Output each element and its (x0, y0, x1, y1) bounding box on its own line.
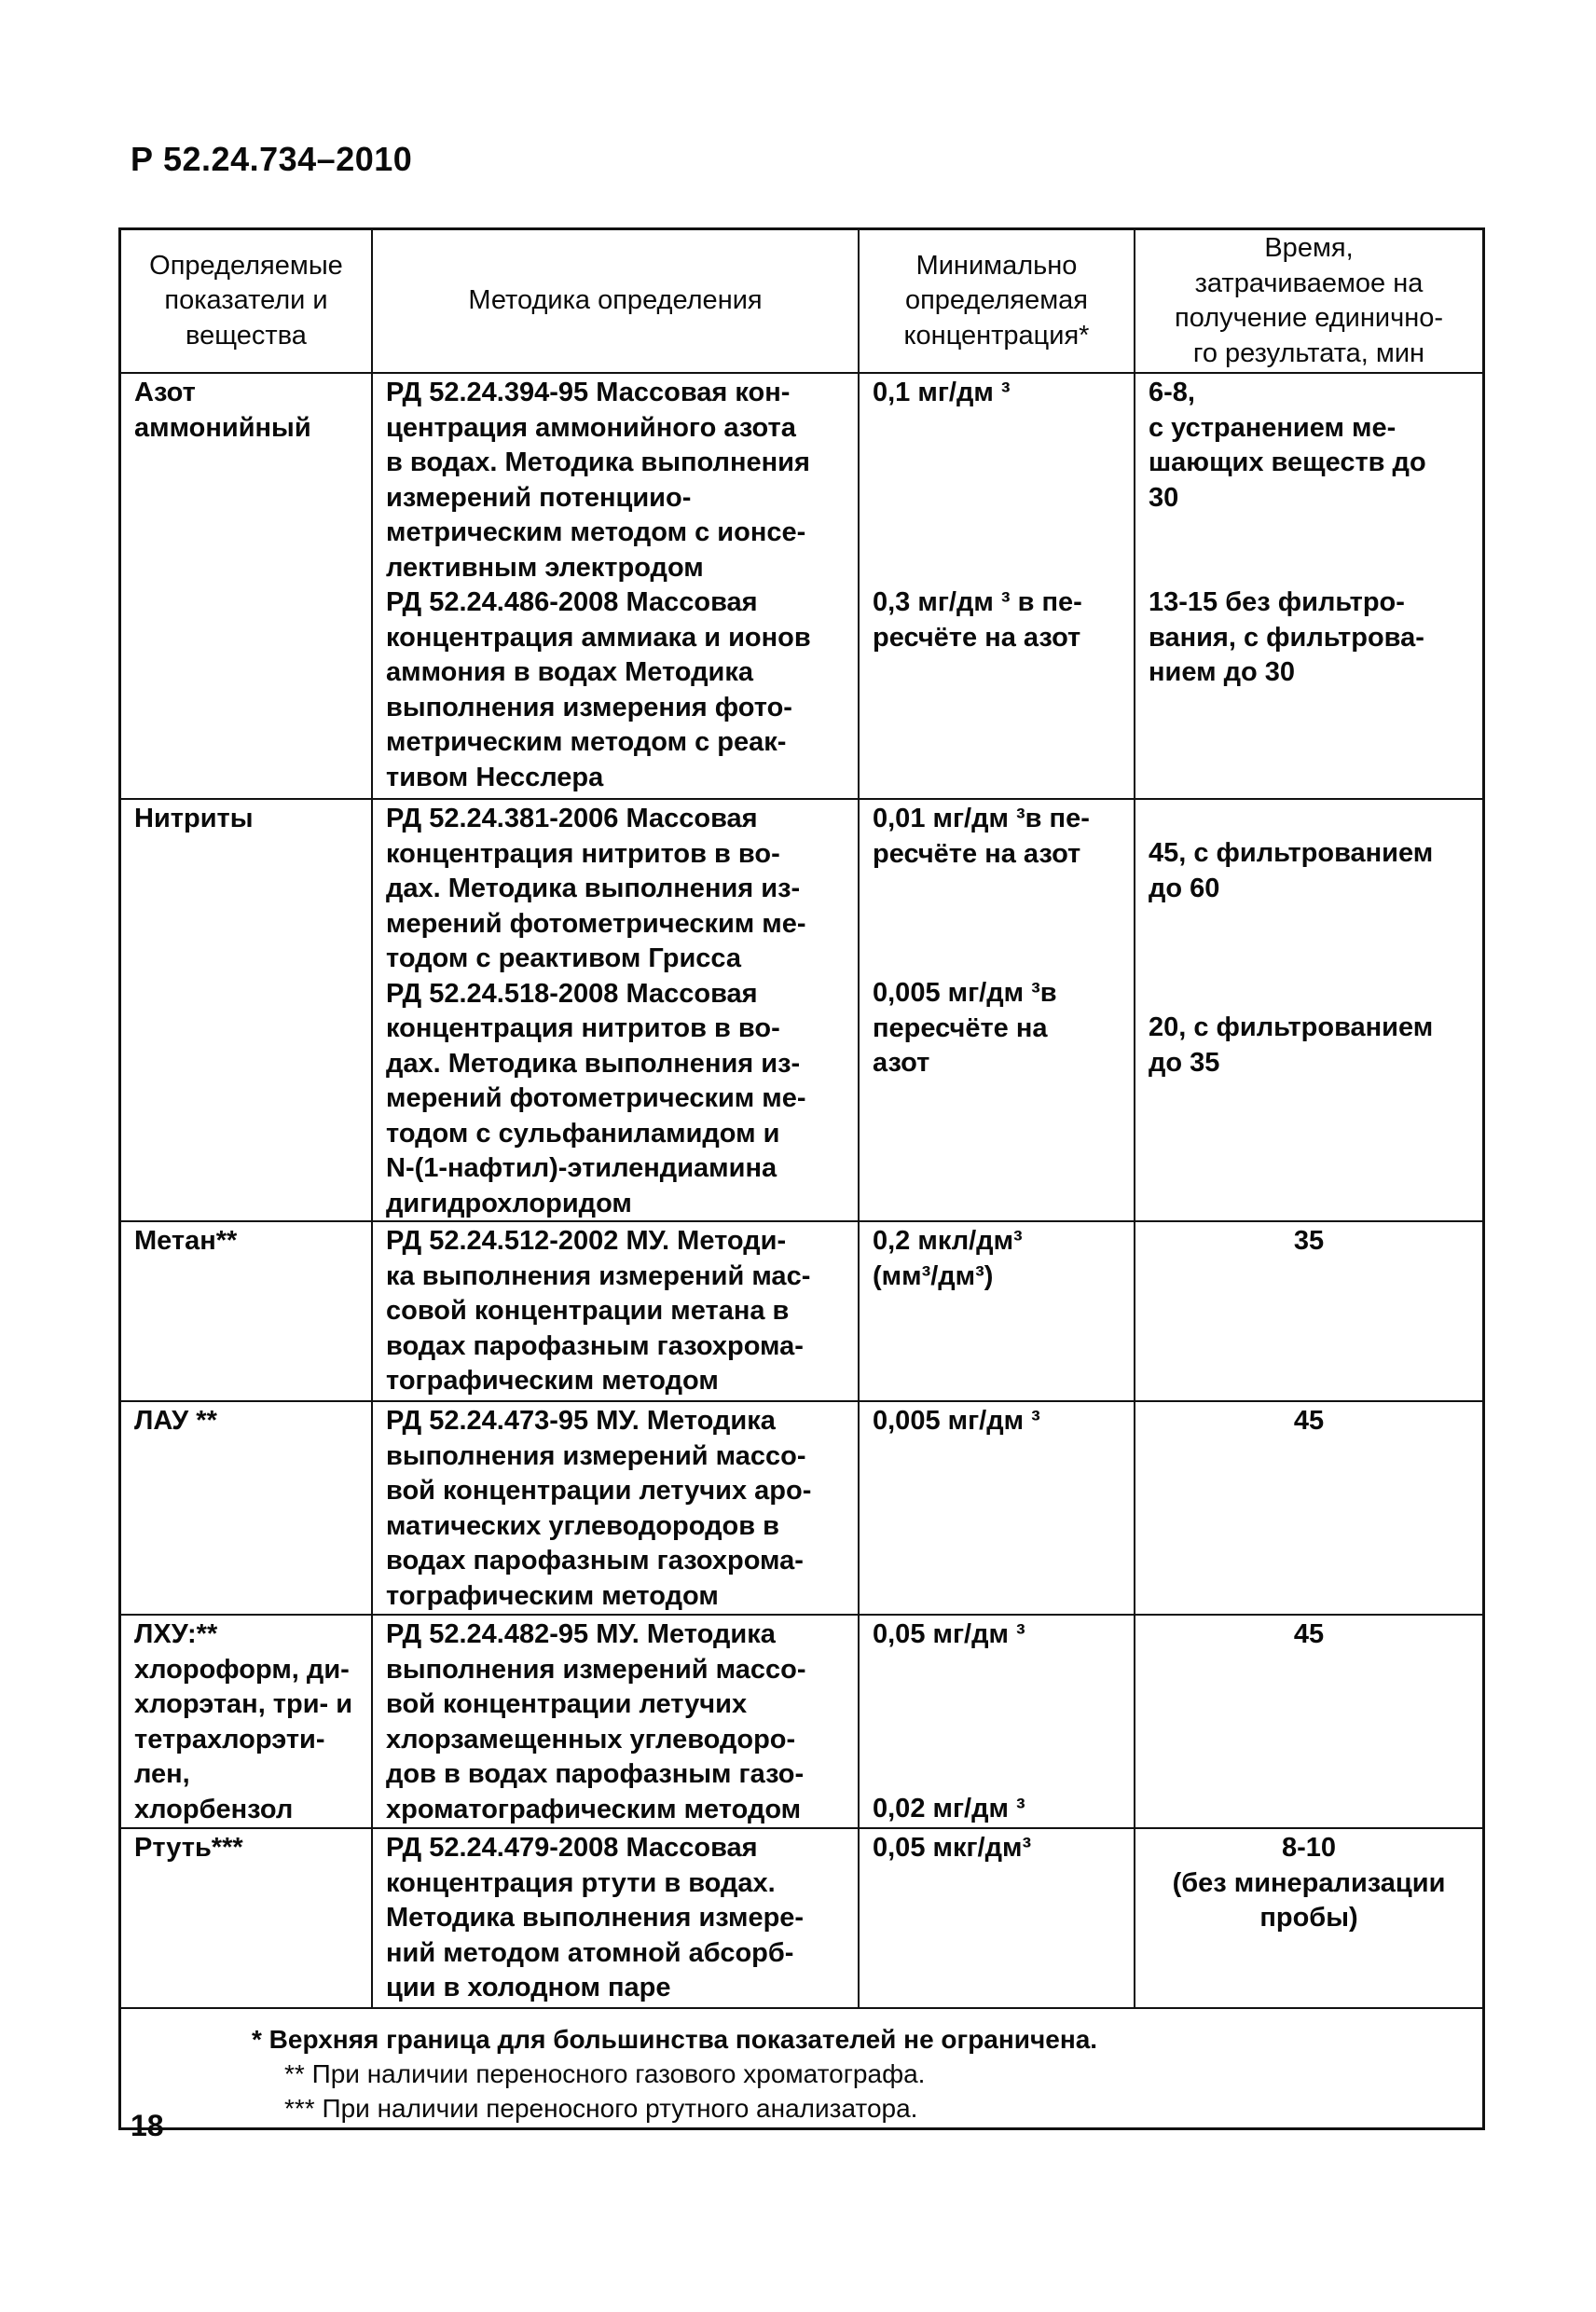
concentration-text: 0,005 мг/дм ³ (873, 1406, 1040, 1436)
header-substances: Определяемые показатели и вещества (121, 230, 373, 372)
substance-cell: ЛХУ:** хлороформ, ди- хлорэтан, три- и тетрахлорэти- лен, хлорбензол (121, 1616, 373, 1827)
table-row (121, 1616, 1482, 1829)
methods-table (118, 227, 1485, 2130)
method-text: РД 52.24.486-2008 Массовая концентрация аммиака и ионов аммония в водах Методика выполнения измерения фото- метрическим методом с реак- тивом Несслера (386, 587, 811, 792)
method-cell (373, 1829, 860, 2007)
time-text: 35 (1293, 1226, 1325, 1256)
concentration-text: 0,3 мг/дм ³ в пе- ресчёте на азот (873, 587, 1082, 653)
table-row (121, 1222, 1482, 1402)
table-header (121, 230, 1482, 374)
concentration-text: 0,2 мкл/дм³ (мм³/дм³) (873, 1226, 1023, 1291)
method-cell (373, 800, 860, 1221)
substance-cell: Азот аммонийный (121, 374, 373, 798)
table-row (121, 800, 1482, 1222)
time-cell (1135, 1616, 1482, 1827)
table-row (121, 1402, 1482, 1616)
method-text: РД 52.24.394-95 Массовая кон- центрация аммонийного азота в водах. Методика выполнения измерений потенциио- метрическим методом с ионсе- лективным электродом (386, 378, 810, 583)
method-cell (373, 1616, 860, 1827)
time-text: 6-8, с устранением ме- шающих веществ до 30 (1149, 378, 1426, 513)
table-row (121, 1829, 1482, 2009)
footnote: ** При наличии переносного газового хроматографа. (284, 2059, 926, 2088)
method-text: РД 52.24.518-2008 Массовая концентрация нитритов в во- дах. Методика выполнения из- мерений фотометрическим ме- тодом с сульфаниламидом и N-(1-нафтил)-этилендиамина дигидрохлоридом (386, 978, 806, 1218)
header-time: Время, затрачиваемое на получение единично- го результата, мин (1175, 233, 1443, 368)
method-text: РД 52.24.473-95 МУ. Методика выполнения измерений массо- вой концентрации летучих аро- матических углеводородов в водах парофазным газохрома- тографическим методом (386, 1406, 812, 1611)
concentration-cell (860, 374, 1135, 798)
time-text: 45 (1293, 1406, 1325, 1436)
page-number: 18 (131, 2109, 164, 2142)
time-cell (1135, 1222, 1482, 1400)
substance-cell: ЛАУ ** (121, 1402, 373, 1614)
concentration-cell (860, 1616, 1135, 1827)
time-text: 8-10 (без минерализации пробы) (1172, 1833, 1446, 1933)
method-text: РД 52.24.381-2006 Массовая концентрация нитритов в во- дах. Методика выполнения из- мерений фотометрическим ме- тодом с реактивом Грисса (386, 804, 806, 973)
footnote: * Верхняя граница для большинства показателей не ограничена. (252, 2025, 1098, 2054)
method-text: РД 52.24.512-2002 МУ. Методи- ка выполнения измерений мас- совой концентрации метана в водах парофазным газохрома- тографическим методом (386, 1226, 811, 1396)
table-footnotes (121, 2009, 1482, 2127)
table-row (121, 374, 1482, 800)
time-text: 45 (1293, 1619, 1325, 1649)
time-cell (1135, 374, 1482, 798)
substance-cell: Ртуть*** (121, 1829, 373, 2007)
header-method: Методика определения (373, 230, 860, 372)
method-text: РД 52.24.482-95 МУ. Методика выполнения измерений массо- вой концентрации летучих хлорзамещенных углеводоро- дов в водах парофазным газо- хроматографическим методом (386, 1619, 806, 1824)
method-cell (373, 374, 860, 798)
concentration-text: 0,01 мг/дм ³в пе- ресчёте на азот (873, 804, 1090, 869)
time-text: 45, с фильтрованием до 60 (1149, 838, 1434, 903)
time-cell (1135, 1829, 1482, 2007)
footnote: *** При наличии переносного ртутного анализатора. (284, 2094, 918, 2123)
header-min-concentration: Минимально определяемая концентрация* (860, 230, 1135, 372)
substance-cell: Нитриты (121, 800, 373, 1221)
concentration-text: 0,005 мг/дм ³в пересчёте на азот (873, 978, 1057, 1078)
concentration-text: 0,05 мкг/дм³ (873, 1833, 1032, 1863)
method-cell (373, 1402, 860, 1614)
method-cell (373, 1222, 860, 1400)
substance-cell: Метан** (121, 1222, 373, 1400)
concentration-cell (860, 1222, 1135, 1400)
concentration-text: 0,1 мг/дм ³ (873, 378, 1011, 407)
concentration-cell (860, 1402, 1135, 1614)
concentration-cell (860, 800, 1135, 1221)
method-text: РД 52.24.479-2008 Массовая концентрация ртути в водах. Методика выполнения измере- ний методом атомной абсорб- ции в холодном паре (386, 1833, 805, 2002)
time-text: 20, с фильтрованием до 35 (1149, 1012, 1434, 1078)
time-cell (1135, 1402, 1482, 1614)
time-text: 13-15 без фильтро- вания, с фильтрова- нием до 30 (1149, 587, 1424, 687)
concentration-cell (860, 1829, 1135, 2007)
document-number: Р 52.24.734–2010 (131, 140, 413, 178)
concentration-text: 0,02 мг/дм ³ (873, 1794, 1025, 1823)
time-cell (1135, 800, 1482, 1221)
concentration-text: 0,05 мг/дм ³ (873, 1619, 1025, 1649)
